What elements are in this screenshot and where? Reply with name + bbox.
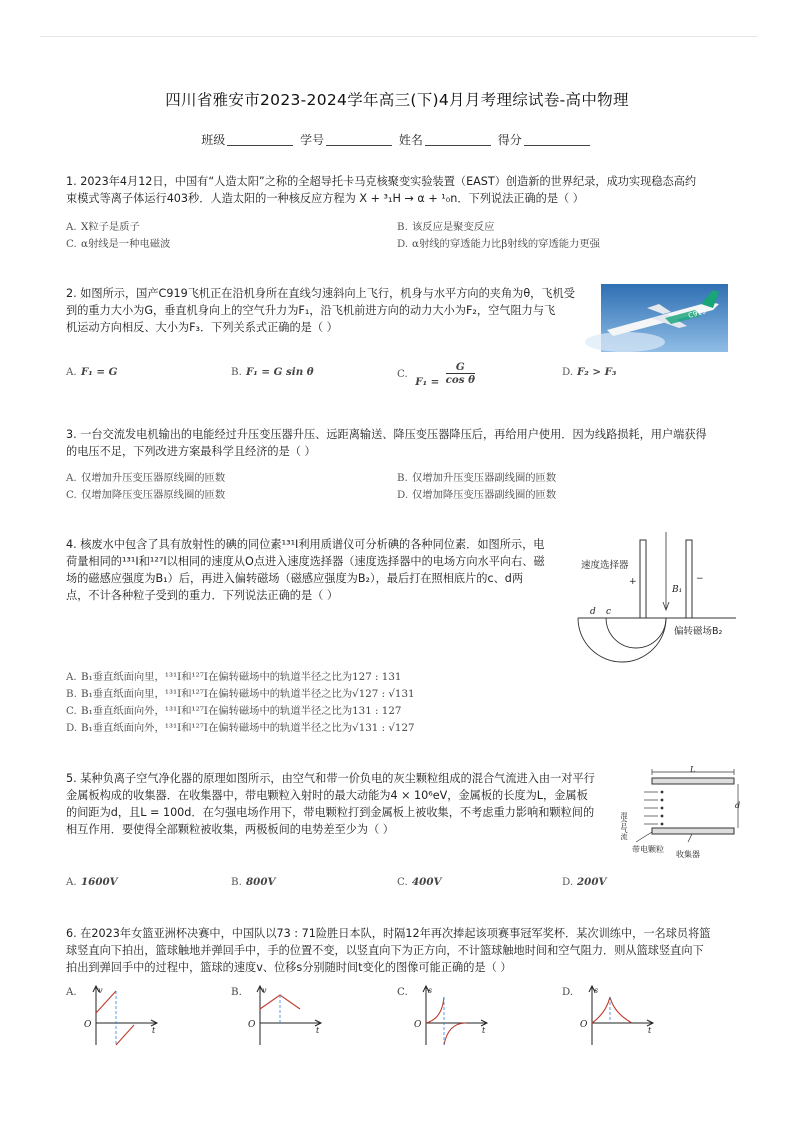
plane-livery-text: C919 bbox=[687, 307, 708, 320]
axis-v-label: v bbox=[262, 986, 267, 995]
score-blank[interactable] bbox=[524, 145, 590, 146]
student-info-line bbox=[0, 131, 794, 148]
q5-option-c[interactable]: C. 400V bbox=[397, 876, 442, 888]
q5-option-c-text: 400V bbox=[412, 876, 442, 888]
axis-s-label: s bbox=[594, 986, 599, 995]
id-blank[interactable] bbox=[326, 145, 392, 146]
q1-option-c-text: α射线是一种电磁波 bbox=[81, 238, 171, 250]
q5-option-d-text: 200V bbox=[577, 876, 607, 888]
q5-option-a[interactable]: A. 1600V bbox=[66, 876, 118, 888]
mixed-flow-label: 混合气流 bbox=[620, 812, 628, 840]
q1-stem-line2: 束模式等离子体运行403秒．人造太阳的一种核反应方程为 X + ³₁H → α + ¹₀n．下列说法正确的是（ ） bbox=[66, 192, 584, 205]
collector-label: 收集器 bbox=[676, 850, 700, 859]
axis-s-label: s bbox=[428, 986, 433, 995]
axis-t-label: t bbox=[152, 1026, 156, 1035]
origin-label: O bbox=[248, 1020, 256, 1030]
q5-stem-line4: 相互作用．要使得全部颗粒被收集，两极板间的电势差至少为（ ） bbox=[66, 823, 394, 836]
q1-option-a[interactable]: A. X粒子是质子 bbox=[66, 221, 140, 233]
q5-option-a-text: 1600V bbox=[81, 876, 118, 888]
point-c-label: c bbox=[606, 607, 612, 617]
c919-airplane-image bbox=[601, 284, 728, 352]
q4-option-d[interactable]: D. B₁垂直纸面向外，¹³¹I和¹²⁷I在偏转磁场中的轨道半径之比为√131 : √127 bbox=[66, 722, 415, 734]
trajectory-c bbox=[606, 618, 666, 648]
field-label: 偏转磁场B₂ bbox=[674, 626, 723, 637]
selector-plate-left bbox=[640, 540, 646, 618]
axis-t-label: t bbox=[482, 1026, 486, 1035]
q3-option-a-text: 仅增加升压变压器原线圈的匝数 bbox=[81, 472, 226, 484]
q6-stem-line1: 6. 在2023年女篮亚洲杯决赛中，中国队以73 : 71险胜日本队，时隔12年再次捧起该项赛事冠军奖杯．某次训练中，一名球员将篮 bbox=[66, 927, 711, 940]
q4-option-a-text: B₁垂直纸面向里，¹³¹I和¹²⁷I在偏转磁场中的轨道半径之比为127 : 131 bbox=[81, 671, 402, 683]
length-label: L bbox=[690, 765, 696, 774]
origin-label: O bbox=[414, 1020, 422, 1030]
q4-stem-line1: 4. 核废水中包含了具有放射性的碘的同位素¹³¹I利用质谱仪可分析碘的各种同位素．如图所示，电 bbox=[66, 538, 545, 551]
q3-option-a[interactable]: A. 仅增加升压变压器原线圈的匝数 bbox=[66, 472, 226, 484]
name-label: 姓名 bbox=[398, 133, 423, 147]
q5-stem-line3: 的间距为d，且L = 100d．在匀强电场作用下，带电颗粒打到金属板上被收集，不考虑重力影响和颗粒间的 bbox=[66, 806, 595, 819]
page-title: 四川省雅安市2023-2024学年高三(下)4月月考理综试卷-高中物理 bbox=[165, 91, 629, 109]
q2-stem-line3: 机运动方向相反、大小为F₃．下列关系式正确的是（ ） bbox=[66, 321, 338, 334]
q4-option-a[interactable]: A. B₁垂直纸面向里，¹³¹I和¹²⁷I在偏转磁场中的轨道半径之比为127 : 131 bbox=[66, 671, 402, 683]
score-label: 得分 bbox=[497, 133, 522, 147]
q2-option-c-fraction bbox=[446, 361, 475, 386]
axis-t-label: t bbox=[648, 1026, 652, 1035]
axis-t-label: t bbox=[316, 1026, 320, 1035]
q6-option-c[interactable]: C. bbox=[397, 986, 408, 998]
q2-option-d[interactable]: D. F₂ > F₃ bbox=[562, 366, 617, 378]
q4-option-b-text: B₁垂直纸面向里，¹³¹I和¹²⁷I在偏转磁场中的轨道半径之比为√127 : √131 bbox=[81, 688, 415, 700]
q2-option-a[interactable]: A. F₁ = G bbox=[66, 366, 118, 378]
q5-option-d[interactable]: D. 200V bbox=[562, 876, 607, 888]
q4-stem-line3: 场的磁感应强度为B₁）后，再进入偏转磁场（磁感应强度为B₂），最后打在照相底片的c、d两 bbox=[66, 572, 524, 585]
q5-option-b[interactable]: B. 800V bbox=[231, 876, 276, 888]
q2-option-b[interactable]: B. F₁ = G sin θ bbox=[231, 366, 314, 378]
q1-option-c[interactable]: C. α射线是一种电磁波 bbox=[66, 238, 171, 250]
q6-option-d[interactable]: D. bbox=[562, 986, 574, 998]
q1-option-b-text: 该反应是聚变反应 bbox=[412, 221, 495, 233]
q6-graph-c bbox=[412, 983, 492, 1049]
minus-label: − bbox=[696, 574, 704, 584]
q4-option-c[interactable]: C. B₁垂直纸面向外，¹³¹I和¹²⁷I在偏转磁场中的轨道半径之比为131 : 127 bbox=[66, 705, 402, 717]
q4-stem-line2: 荷量相同的¹³¹I和¹²⁷I以相同的速度从O点进入速度选择器（速度选择器中的电场方向水平向右、磁 bbox=[66, 555, 545, 568]
point-d-label: d bbox=[590, 607, 596, 617]
q6-graph-a bbox=[82, 983, 162, 1049]
q6-stem-line2: 球竖直向下拍出，篮球触地并弹回手中，手的位置不变，以竖直向下为正方向，不计篮球触地时间和空气阻力．则从篮球竖直向下 bbox=[66, 944, 704, 957]
q3-option-b-text: 仅增加升压变压器副线圈的匝数 bbox=[412, 472, 557, 484]
selector-plate-right bbox=[686, 540, 692, 618]
q6-option-b[interactable]: B. bbox=[231, 986, 242, 998]
q5-option-b-text: 800V bbox=[246, 876, 276, 888]
q1-option-b[interactable]: B. 该反应是聚变反应 bbox=[397, 221, 495, 233]
q4-option-b[interactable]: B. B₁垂直纸面向里，¹³¹I和¹²⁷I在偏转磁场中的轨道半径之比为√127 : √131 bbox=[66, 688, 415, 700]
q2-option-c-lhs: F₁ = bbox=[415, 375, 440, 388]
q3-option-d-text: 仅增加降压变压器副线圈的匝数 bbox=[412, 489, 557, 501]
plus-label: + bbox=[629, 577, 637, 587]
name-blank[interactable] bbox=[425, 145, 491, 146]
q2-option-a-text: F₁ = G bbox=[81, 366, 118, 378]
q2-stem-line1: 2. 如图所示，国产C919飞机正在沿机身所在直线匀速斜向上飞行，机身与水平方向的夹角为θ，飞机受 bbox=[66, 287, 575, 300]
axis-v-label: v bbox=[98, 986, 103, 995]
q1-option-d[interactable]: D. α射线的穿透能力比β射线的穿透能力更强 bbox=[397, 238, 600, 250]
q4-option-d-text: B₁垂直纸面向外，¹³¹I和¹²⁷I在偏转磁场中的轨道半径之比为√131 : √127 bbox=[81, 722, 415, 734]
particles-label: 带电颗粒 bbox=[632, 845, 664, 854]
mass-spectrometer-diagram bbox=[578, 532, 738, 648]
q3-option-b[interactable]: B. 仅增加升压变压器副线圈的匝数 bbox=[397, 472, 557, 484]
gap-label: d bbox=[735, 801, 741, 810]
q6-graph-d bbox=[578, 983, 658, 1049]
class-label: 班级 bbox=[201, 133, 226, 147]
q1-stem-line1: 1. 2023年4月12日，中国有“人造太阳”之称的全超导托卡马克核聚变实验装置（EAST）创造新的世界纪录，成功实现稳态高约 bbox=[66, 175, 697, 188]
q3-stem-line2: 的电压不足，下列改进方案最科学且经济的是（ ） bbox=[66, 445, 316, 458]
q2-stem-line2: 到的重力大小为G，垂直机身向上的空气升力为F₁，沿飞机前进方向的动力大小为F₂，空气阻力与飞 bbox=[66, 304, 556, 317]
q6-stem-line3: 拍出到弹回手中的过程中，篮球的速度v、位移s分别随时间t变化的图像可能正确的是（ ） bbox=[66, 961, 512, 974]
selector-label: 速度选择器 bbox=[581, 560, 629, 571]
q2-option-b-text: F₁ = G sin θ bbox=[246, 366, 314, 378]
q4-option-c-text: B₁垂直纸面向外，¹³¹I和¹²⁷I在偏转磁场中的轨道半径之比为131 : 127 bbox=[81, 705, 402, 717]
q2-option-c-denominator: cos θ bbox=[445, 374, 475, 386]
id-label: 学号 bbox=[300, 133, 325, 147]
q2-option-c-numerator: G bbox=[446, 361, 475, 374]
air-purifier-diagram bbox=[622, 766, 744, 860]
header-rule bbox=[40, 36, 758, 37]
q6-graph-b bbox=[246, 983, 326, 1049]
trajectory-d bbox=[578, 618, 666, 662]
q3-option-d[interactable]: D. 仅增加降压变压器副线圈的匝数 bbox=[397, 489, 557, 501]
q2-option-c[interactable]: C. F₁ = $\frac{G}{\text{cos θ}}$ bbox=[397, 361, 475, 388]
q5-stem-line1: 5. 某种负离子空气净化器的原理如图所示，由空气和带一价负电的灰尘颗粒组成的混合气流进入由一对平行 bbox=[66, 772, 595, 785]
q5-stem-line2: 金属板构成的收集器．在收集器中，带电颗粒入射时的最大动能为4 × 10⁶eV，金属板的长度为L，金属板 bbox=[66, 789, 588, 802]
q3-option-c-text: 仅增加降压变压器原线圈的匝数 bbox=[81, 489, 226, 501]
q2-option-d-text: F₂ > F₃ bbox=[577, 366, 617, 378]
q1-option-a-text: X粒子是质子 bbox=[81, 221, 140, 233]
q3-option-c[interactable]: C. 仅增加降压变压器原线圈的匝数 bbox=[66, 489, 226, 501]
b1-label: B₁ bbox=[672, 585, 683, 595]
class-blank[interactable] bbox=[227, 145, 293, 146]
q3-stem-line1: 3. 一台交流发电机输出的电能经过升压变压器升压、远距离输送、降压变压器降压后，再给用户使用．因为线路损耗，用户端获得 bbox=[66, 428, 707, 441]
q4-stem-line4: 点，不计各种粒子受到的重力．下列说法正确的是（ ） bbox=[66, 589, 339, 602]
origin-label: O bbox=[580, 1020, 588, 1030]
q1-option-d-text: α射线的穿透能力比β射线的穿透能力更强 bbox=[412, 238, 600, 250]
origin-label: O bbox=[84, 1020, 92, 1030]
q6-option-a[interactable]: A. bbox=[66, 986, 77, 998]
